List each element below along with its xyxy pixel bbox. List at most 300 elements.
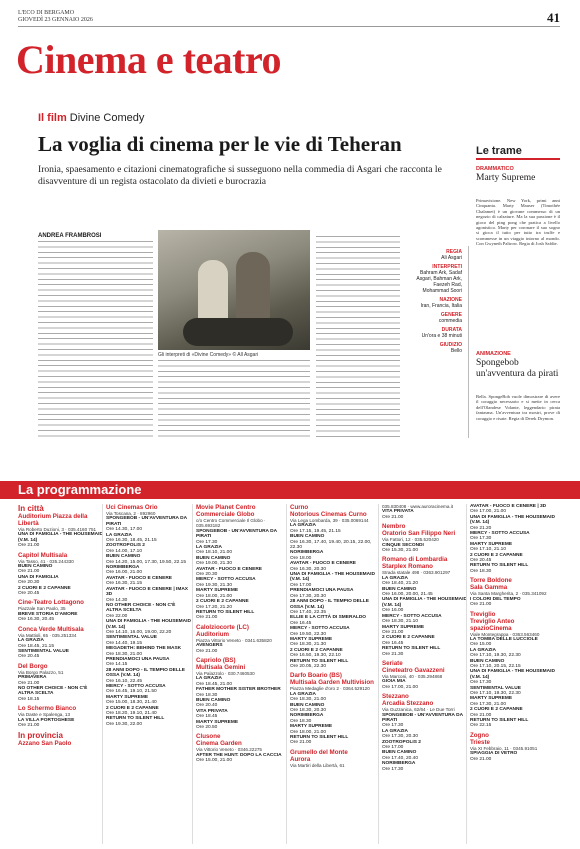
showtimes: Ore 17.30 [470,536,492,542]
film-title: PRIMAVERA [18,675,47,681]
venue-address: Piazza Medaglie d'oro 2 · 0364.529120 [290,686,370,692]
showtimes: Ore 21.30 [382,651,404,657]
showtimes: Ore 21.00 [470,602,492,608]
article-photo [158,230,310,350]
film-title: NO OTHER CHOICE - NON C'È ALTRA SCELTA [18,685,88,697]
film-title: RETURN TO SILENT HILL [106,716,165,722]
venue-address: 035.830408 · www.auroracinema.it [382,504,453,509]
programmazione-title: La programmazione [18,482,142,497]
showtimes: Ore 18.00, 21.00 [290,729,327,735]
film-title: LA GRAZIA [382,728,408,734]
venue-address: Strada statale 498 · 0363.901297 [382,570,451,576]
film-title: LA GRAZIA [196,676,222,682]
venue-name: Uci Cinemas Orio [106,504,158,511]
film-title: SPONGEBOB - UN'AVVENTURA DA PIRATI [382,712,463,723]
film-title: AVATAR - FUOCO E CENERE | 3D [470,504,547,509]
film-title: RETURN TO SILENT HILL [470,718,529,723]
article-column-1 [38,241,153,437]
venue-name: Curno [290,504,309,511]
showtimes: Ore 14.20, 15.00, 17.30, 19.50, 22.15 [106,559,187,565]
film-title: BREVE STORIA D'AMORE [18,611,78,617]
showtimes: Ore 17.10, 21.10 [470,547,507,553]
venue-block [470,577,556,607]
film-title: NO OTHER CHOICE - NON C'È ALTRA SCELTA [106,602,176,614]
venue-address: Via Mattioli, 65 · 035.251334 [18,632,77,638]
venue-subname: Arcadia Stezzano [382,700,434,708]
film-title: MERCY - SOTTO ACCUSA [470,531,530,537]
column-divider [192,504,193,844]
factbox-value: Bello [450,348,462,354]
film-title: MARTY SUPREME [470,696,513,702]
showtimes: Ore 15.00 [470,642,492,648]
factbox-value: Ali Asgari [441,255,462,261]
venue-address: c/o Centro Commerciale Il Globo · 035.693182 [196,518,266,529]
film-title: UNA DI FAMIGLIA [18,574,59,580]
film-title: BUEN CAMINO [470,658,505,664]
venue-subname: Treviglio Anteo spazioCinema [470,617,515,632]
showtimes: Ore 20.30 [196,572,218,578]
showtimes: Ore 18.45, 21.00 [196,681,233,687]
film-title: BUEN CAMINO [382,586,417,592]
factbox-value: Bahram Ark, Sadaf Asgari, Bahman Ark, Faezeh Rad, Mohammad Soori [416,270,462,294]
venue-block [196,733,282,763]
film-title: UNA DI FAMIGLIA - THE HOUSEMAID (V.M. 14) [470,669,555,680]
film-title: BUEN CAMINO [196,697,231,703]
film-title: MARTY SUPREME [196,719,239,725]
factbox-label: REGIA [446,249,462,255]
factbox-label: GENERE [440,312,462,318]
tag-film-title: Divine Comedy [69,112,145,124]
photo-scooter [183,318,293,346]
page-number: 41 [547,10,560,25]
showtimes: Ore 19.30, 22.00 [106,721,143,727]
showtimes: Ore 21.00 [290,740,312,746]
film-title: SPIAGGIA DI VETRO [470,751,518,757]
film-title: LA GRAZIA [290,691,316,697]
listing-column [382,504,468,775]
showtimes: Ore 21.00 [470,712,492,718]
showtimes: Ore 17.30 [382,723,404,729]
venue-block [196,624,282,654]
showtimes: Ore 17.00 [382,745,404,750]
column-divider [378,504,379,844]
showtimes: Ore 20.45 [18,591,40,597]
film-title: MARTY SUPREME [382,624,425,630]
venue-name: Treviglio [470,610,496,618]
film-title: SENTIMENTAL VALUE [18,648,69,654]
film-title: UNA DI FAMIGLIA - THE HOUSEMAID (V.M. 14) [382,597,467,608]
showtimes: Ore 18.40, 21.20 [382,581,419,587]
film-title: BUEN CAMINO [196,555,231,561]
factbox-label: INTERPRETI [432,264,462,270]
film-title: LA GRAZIA [290,523,316,529]
showtimes: Ore 21.00 [382,629,404,635]
listing-column [18,504,104,750]
showtimes: Ore 17.30, 20.30 [382,734,419,740]
showtimes: Ore 20.45 [470,558,492,564]
factbox-value: commedia [438,318,462,324]
venue-name: Nembro [382,523,406,531]
showtimes: Ore 20.50 [196,725,218,730]
headline: La voglia di cinema per le vie di Teheran [38,132,402,156]
listing-column [290,504,376,771]
column-divider [466,504,467,844]
film-title: RETURN TO SILENT HILL [196,609,255,615]
showtimes: Ore 16.50, 19.30, 22.10 [290,653,341,659]
film-title: SENTIMENTAL VALUE [106,635,157,641]
factbox-value: Iran, Francia, Italia [420,303,462,309]
film-title: 2 CUORI E 2 CAPANNE [290,647,343,653]
showtimes: Ore 15.00, 21.00 [196,758,233,764]
showtimes: Ore 16.10, 22.45 [106,678,143,684]
showtimes: Ore 17.15, 19.45, 21.15 [290,528,341,534]
showtimes: Ore 21.00 [196,648,218,654]
film-title: NORIMBERGA [290,550,324,556]
film-title: AFTER THE HUNT: DOPO LA CACCIA [196,752,282,758]
film-title: MERCY - SOTTO ACCUSA [382,613,442,619]
film-title: UNA DI FAMIGLIA - THE HOUSEMAID (V.M. 14) [18,532,103,543]
venue-name: Calolziocorte (LC) [196,623,249,631]
article-column-2 [158,360,310,438]
venue-block [290,504,376,669]
film-title: LA GRAZIA [106,532,132,538]
trame-title: Le trame [476,145,522,157]
showtimes: Ore 17.30 [196,539,218,545]
factbox-label: NAZIONE [439,297,462,303]
film-title: LA GRAZIA [196,545,222,551]
film-title: RETURN TO SILENT HILL [470,563,529,569]
film-title: AVATAR - FUOCO E CENERE [196,566,263,572]
showtimes: Ore 15.00, 18.30, 21.40 [106,700,157,706]
showtimes: Ore 17.10, 19.30, 22.30 [470,653,521,659]
trame-text-2: Bella. SpongeBob vuole dimostrare di avere il coraggio necessario e si mette in cerca dell'Olandese Volante, leggendario pirata fantasma. Un'avventura tra mostri, prove di coraggio e risate. Regia di Derek Drymon. [476,394,560,421]
subheadline: Ironia, spaesamento e citazioni cinematografiche si susseguono nella commedia di Asgari che racconta le disavventure di un regista ostacolato da divieti e burocrazia [38,164,442,187]
venue-address: Via Fattori, 12 · 035.520420 [382,537,439,543]
film-title: RETURN TO SILENT HILL [290,735,349,741]
venue-block [18,663,104,702]
showtimes: Ore 16.30, 18.45, 21.15 [106,538,157,544]
showtimes: Ore 14.30 [106,597,128,603]
trame-genre-2: ANIMAZIONE [476,351,511,357]
showtimes: Ore 17.30, 21.00 [470,701,507,707]
section-amp: e [155,37,174,82]
showtimes: Ore 18.30, 20.30 [290,708,327,713]
showtimes: Ore 22.00 [106,613,128,619]
trame-title-2: Spongebob un'avventura da pirati [476,358,559,379]
film-tag [38,112,144,124]
film-title: MARTY SUPREME [290,636,333,642]
venue-block [382,693,468,772]
film-title: RETURN TO SILENT HILL [382,646,441,652]
film-title: LA GRAZIA [18,638,44,644]
film-title: BUEN CAMINO [382,750,417,756]
venue-name: Lo Schermo Bianco [18,705,77,713]
film-title: NORIMBERGA [106,565,140,571]
listing-column [196,504,282,767]
venue-block [290,672,376,745]
showtimes: Ore 18.20, 19.10, 21.40 [106,711,157,717]
showtimes: Ore 17.00, 21.00 [382,684,419,690]
film-title: MERCY - SOTTO ACCUSA [196,577,256,583]
showtimes: Ore 18.30, 21.30 [290,642,327,648]
showtimes: Ore 18.30 [196,692,218,698]
venue-address: Via Tasso, 41 · 035.244330 [18,558,74,564]
showtimes: Ore 14.00, 17.10 [106,548,143,554]
trame-text-1: Primavisione. New York, primi anni Cinquanta. Marty Mauser (Timothée Chalamet) è un giovane commesso di un negozio di calzature. Ma la sua passione è il gioco del ping pong che pratica a livello agonistico. Marty per coronare il suo sogno si gioca il tutto per tutto tra truffe e scommesse in un viaggio intorno al mondo. Con Gwyneth Paltrow. Regia di Josh Safdie. [476,198,560,247]
venue-block [382,660,468,690]
film-title: MARTY SUPREME [290,724,333,730]
venue-name: Capriolo (BS) [196,656,236,664]
venue-block [290,749,376,768]
film-title: MARTY SUPREME [106,694,149,700]
venue-address: Via Guzzanica, 62/64 · Le Due Torri [382,707,455,713]
showtimes: Ore 18.10, 21.00 [196,550,233,556]
venue-address: Via Roberto Duzioni, 3 · 035.4160 751 [18,527,97,532]
film-title: UNA DI FAMIGLIA - THE HOUSEMAID (V.M. 14) [290,572,375,583]
venue-name: Auditorium Piazza della Libertà [18,513,88,527]
venue-address: Via Santa Margherita, 2 · 035.341092 [470,591,547,597]
film-title: 28 ANNI DOPO - IL TEMPIO DELLE OSSA (V.M. 14) [290,599,369,610]
venue-block [196,657,282,730]
listing-column [106,504,192,730]
film-title: UNA DI FAMIGLIA - THE HOUSEMAID (V.M. 14) [470,514,555,526]
showtimes: Ore 18.30 [290,718,312,724]
venue-block [18,740,104,747]
showtimes: Ore 17.30 [470,680,492,686]
film-title: I COLORI DEL TEMPO [470,596,521,602]
film-title: NORIMBERGA [290,713,324,719]
film-title: ZOOTROPOLIS 2 [106,543,145,549]
showtimes: Ore 16.45 [382,640,404,646]
film-title: LA TOMBA DELLE LUCCIOLE [470,636,538,642]
film-title: PRENDIAMOCI UNA PAUSA [106,656,170,662]
film-title: 2 CUORI E 2 CAPANNE [382,635,435,641]
venue-block [106,504,192,727]
venue-subname: Multisala Garden Multivision [290,679,374,687]
film-title: AVENGERS [196,643,223,649]
article-column-3 [316,236,400,438]
film-title: SPONGEBOB - UN'AVVENTURA DA PIRATI [106,516,187,527]
showtimes: Ore 19.00, 21.30 [196,561,233,567]
film-title: GIOIA MIA [382,679,406,685]
venue-address: Viale Montegrappa · 0363.563460 [470,631,540,637]
venue-block [382,523,468,553]
showtimes: Ore 17.10, 20.15, 22.15 [470,663,521,669]
film-title: MERCY - SOTTO ACCUSA [106,684,166,689]
venue-name: Conca Verde Multisala [18,625,84,633]
showtimes: Ore 14.30, 17.00 [106,527,143,533]
showtimes: Ore 20.05, 22.30 [290,663,327,669]
film-title: ZOOTROPOLIS 2 [382,739,421,745]
showtimes: Ore 18.15 [18,696,40,702]
venue-address: Via Toscana, 2 · 892960 [106,511,156,516]
film-title: MARTY SUPREME [196,588,239,594]
venue-subname: Starplex Romano [382,563,433,571]
city-heading: In città [18,504,44,513]
venue-subname: Sala Gamma [470,584,508,592]
section-word-1: Cinema [16,37,147,82]
showtimes: Ore 22.15 [470,723,492,729]
film-title: 2 CUORI E 2 CAPANNE [470,707,523,713]
showtimes: Ore 21.00 [470,756,492,762]
showtimes: Ore 21.00 [196,615,218,621]
film-title: LA GRAZIA [470,647,496,653]
venue-subname: Oratorio San Filippo Neri [382,530,456,538]
showtimes: Ore 18.30, 21.10 [382,619,419,625]
showtimes: Ore 16.00, 21.00 [106,570,143,576]
showtimes: Ore 16.45, 19.10, 21.50 [106,689,157,695]
showtimes: Ore 14.15 [106,662,128,668]
venue-subname: Aurora [290,755,311,763]
showtimes: Ore 17.00, 21.00 [470,509,507,515]
film-title: VITA PRIVATA [196,708,228,714]
listing-column [470,504,556,765]
film-title: CINQUE SECONDI [382,542,424,548]
venue-name: Zogno [470,731,489,739]
film-factbox [406,246,462,354]
trame-rule [476,158,560,160]
showtimes: Ore 20.40 [196,703,218,709]
showtimes: Ore 21.00 [18,569,40,575]
venue-name: Capitol Multisala [18,551,68,559]
film-title: LA VILLA PORTOGHESE [18,717,75,723]
column-divider [102,504,103,844]
film-title: 2 CUORI E 2 CAPANNE [106,705,159,711]
showtimes: Ore 19.50, 22.30 [290,631,327,637]
venue-address: Via Lega Lombarda, 39 · 035.0069144 [290,518,369,523]
film-title: FATHER MOTHER SISTER BROTHER [196,687,281,693]
venue-address: Via XI Febbraio, 11 · 0345.91051 [470,745,538,751]
venue-name: Cine-Teatro Lottagono [18,599,84,607]
trame-genre-1: DRAMMATICO [476,166,514,172]
film-title: ELLIE E LA CITTÀ DI SMERALDO [290,615,367,621]
film-title: MERCY - SOTTO ACCUSA [290,626,350,632]
venue-subname: Notorious Cinemas Curno [290,511,367,518]
venue-name: Seriate [382,659,403,667]
venue-block [470,732,556,762]
venue-name: Clusone [196,733,221,741]
showtimes: Ore 14.40, 19.15 [106,640,143,646]
showtimes: Ore 16.00, 20.00, 21.45 [382,592,433,598]
film-title: MARTY SUPREME [470,541,513,547]
venue-address: Via Palazzolo · 030.7460530 [196,670,255,676]
film-title: VITA PRIVATA [382,509,414,515]
showtimes: Ore 21.20 [470,525,492,531]
author-byline: ANDREA FRAMBROSI [38,233,102,239]
venue-address: Piazza Vittorio Veneto · 0341.635820 [196,637,272,643]
venue-address: Via Marconi, 40 · 035.294868 [382,673,443,679]
film-title: 28 ANNI DOPO - IL TEMPIO DELLE OSSA (V.M. 14) [106,667,185,679]
film-title: BUEN CAMINO [290,534,325,540]
venue-name: Grumello del Monte [290,748,348,756]
film-title: SPONGEBOB - UN'AVVENTURA DA PIRATI [196,528,277,540]
venue-name: Romano di Lombardia [382,556,448,564]
showtimes: Ore 14.10, 16.00, 19.00, 22.20 [106,629,172,635]
venue-block [382,504,468,520]
city-heading: In provincia [18,731,63,741]
showtimes: Ore 20.45 [18,654,40,660]
venue-name: Stezzano [382,693,409,701]
film-title: UNA DI FAMIGLIA - THE HOUSEMAID (V.M. 14) [106,619,191,630]
showtimes: Ore 18.30, 21.00 [290,697,327,703]
venue-block [382,556,468,657]
showtimes: Ore 16.30, 21.15 [106,581,143,587]
showtimes: Ore 17.10, 19.30, 22.30 [470,690,521,696]
showtimes: Ore 17.30 [382,766,404,772]
film-title: AVATAR - FUOCO E CENERE | IMAX 3D [106,586,189,598]
showtimes: Ore 21.00 [18,680,40,686]
venue-block [196,504,282,621]
venue-block [18,705,104,728]
column-divider [286,504,287,844]
showtimes: Ore 16.00 [382,608,404,614]
factbox-divider [468,246,469,438]
showtimes: Ore 18.00, 21.00 [196,593,233,599]
showtimes: Ore 15.30, 21.00 [382,548,419,554]
showtimes: Ore 18.45, 21.15 [18,643,55,649]
showtimes: Ore 16.30, 20.30 [290,566,327,572]
venue-address: Via Vittorio Veneto · 0346.22275 [196,747,262,753]
showtimes: Ore 21.00 [18,722,40,728]
venue-name: Torre Boldone [470,577,512,585]
trame-title-1: Marty Supreme [476,173,536,183]
film-title: LA GRAZIA [382,575,408,581]
factbox-label: DURATA [441,327,462,333]
venue-subname: Auditorium [196,630,229,638]
film-title: 2 CUORI E 2 CAPANNE [18,585,71,591]
film-title: AVATAR - FUOCO E CENERE [106,575,173,581]
venue-block [470,611,556,729]
factbox-label: GIUDIZIO [439,342,462,348]
showtimes: Ore 16.30, 17.40, 19.40, 20.15, 22.00, 22.30 [290,539,372,551]
venue-block [18,513,104,549]
venue-subname: Multisala Gemini [196,663,246,671]
film-title: AVATAR - FUOCO E CENERE [290,561,357,567]
showtimes: Ore 18.45 [196,714,218,720]
film-title: BUEN CAMINO [18,564,53,570]
showtimes: Ore 17.20, 21.20 [196,604,233,610]
showtimes: Ore 17.40, 20.40 [382,755,419,761]
showtimes: Ore 19.30, 21.30 [196,582,233,588]
film-title: SENTIMENTAL VALUE [470,685,521,691]
venue-name: Darfo Boario (BS) [290,672,342,680]
showtimes: Ore 21.00 [382,514,404,520]
film-title: MEGADETH: BEHIND THE MASK [106,646,182,652]
film-title: BUEN CAMINO [290,702,325,708]
showtimes: Ore 18.00 [290,555,312,561]
venue-name: Azzano San Paolo [18,740,72,748]
venue-subname: Cineteatro Gavazzeni [382,666,445,674]
masthead [18,10,93,24]
film-title: PRENDIAMOCI UNA PAUSA [290,588,354,594]
venue-address: Via Daste e Spalenga, 13 [18,712,71,718]
showtimes: Ore 18.30, 21.00 [106,651,143,657]
venue-block [470,504,556,574]
tag-label: Il film [38,112,67,124]
film-title: NORIMBERGA [382,761,416,767]
venue-address: Piazzale San Paolo, 35 [18,606,66,612]
photo-caption: Gli interpreti di «Divine Comedy» © All Asgari [158,352,259,358]
venue-block [18,626,104,660]
showtimes: Ore 16.30, 20.45 [18,617,55,623]
venue-name: Movie Planet Centro Commerciale Globo [196,504,256,518]
showtimes: Ore 17.40, 22.35 [290,609,327,615]
paper-name: L'ECO DI BERGAMO [18,10,75,16]
top-rule [18,26,560,27]
film-title: 2 CUORI E 2 CAPANNE [470,552,523,558]
film-title: RETURN TO SILENT HILL [290,658,349,664]
venue-name: Del Borgo [18,662,48,670]
